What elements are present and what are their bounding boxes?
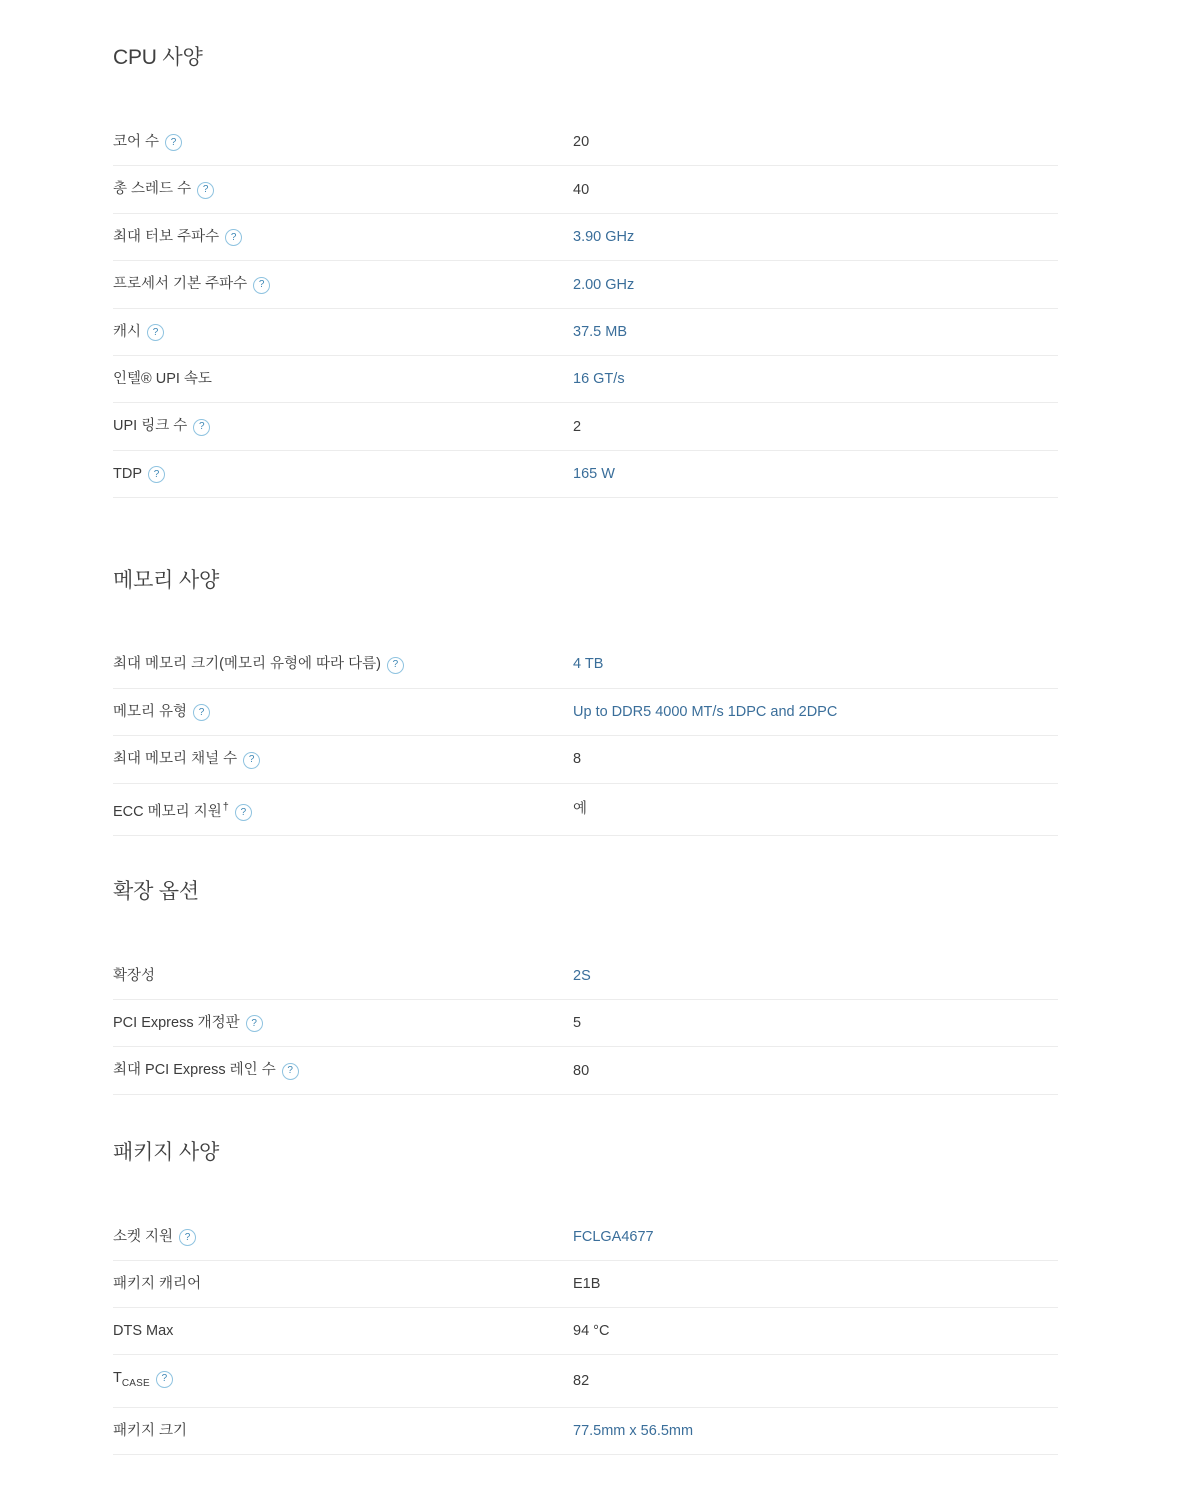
title-spacer bbox=[0, 89, 1195, 119]
table-row bbox=[113, 953, 1058, 1000]
spec-label-cell bbox=[113, 450, 573, 498]
spec-label-cell bbox=[113, 953, 573, 1000]
help-icon[interactable]: ? bbox=[235, 804, 252, 821]
section-title: 확장 옵션 bbox=[113, 880, 199, 904]
spec-label-cell bbox=[113, 688, 573, 736]
table-row bbox=[113, 261, 1058, 309]
spec-label-cell bbox=[113, 736, 573, 784]
spec-value-cell[interactable]: 16 GT/s bbox=[573, 371, 625, 388]
spec-label-text: 코어 수 bbox=[113, 133, 160, 150]
help-icon[interactable]: ? bbox=[148, 466, 165, 483]
spec-label-cell bbox=[113, 1408, 573, 1455]
table-row bbox=[113, 641, 1058, 688]
spec-label-cell bbox=[113, 213, 573, 261]
help-icon[interactable]: ? bbox=[193, 419, 210, 436]
spec-label-cell bbox=[113, 261, 573, 309]
spec-label-cell bbox=[113, 999, 573, 1047]
spec-label-cell bbox=[113, 403, 573, 451]
table-row bbox=[113, 999, 1058, 1047]
table-row bbox=[113, 783, 1058, 835]
spec-value-cell: 94 °C bbox=[573, 1323, 610, 1340]
table-row bbox=[113, 403, 1058, 451]
help-icon[interactable]: ? bbox=[225, 229, 242, 246]
bottom-spacer bbox=[0, 1455, 1195, 1501]
table-row bbox=[113, 308, 1058, 356]
section-spacer bbox=[0, 1095, 1195, 1119]
spec-label-text: 확장성 bbox=[113, 967, 156, 984]
spec-label-text: UPI 링크 수 bbox=[113, 418, 188, 435]
table-row bbox=[113, 450, 1058, 498]
spec-label-cell bbox=[113, 1261, 573, 1308]
spec-label-text: 소켓 지원 bbox=[113, 1228, 174, 1245]
spec-value-cell[interactable]: 2.00 GHz bbox=[573, 276, 635, 293]
spec-value-cell[interactable]: 165 W bbox=[573, 466, 615, 483]
spec-label-cell bbox=[113, 166, 573, 214]
spec-value-cell[interactable]: Up to DDR5 4000 MT/s 1DPC and 2DPC bbox=[573, 703, 838, 720]
spec-table bbox=[113, 953, 1058, 1095]
spec-label-text: T bbox=[113, 1370, 122, 1387]
section-spacer bbox=[0, 498, 1195, 546]
spec-label-cell bbox=[113, 1355, 573, 1408]
spec-value-cell: 예 bbox=[573, 801, 588, 818]
spec-label-cell bbox=[113, 1308, 573, 1355]
spec-label-cell bbox=[113, 308, 573, 356]
table-row bbox=[113, 1261, 1058, 1308]
table-row bbox=[113, 166, 1058, 214]
spec-value-cell: 5 bbox=[573, 1015, 582, 1032]
help-icon[interactable]: ? bbox=[156, 1371, 173, 1388]
spec-label-text: 최대 메모리 크기(메모리 유형에 따라 다름) bbox=[113, 656, 381, 673]
help-icon[interactable]: ? bbox=[387, 657, 404, 674]
spec-table bbox=[113, 119, 1058, 499]
spec-section bbox=[0, 41, 1195, 546]
help-icon[interactable]: ? bbox=[147, 324, 164, 341]
spec-label-text: 최대 PCI Express 레인 수 bbox=[113, 1062, 276, 1079]
spec-value-cell: 82 bbox=[573, 1373, 590, 1390]
table-row bbox=[113, 1408, 1058, 1455]
spec-section bbox=[0, 1136, 1195, 1455]
spec-label-text: TDP bbox=[113, 465, 142, 482]
spec-section bbox=[0, 564, 1195, 858]
table-row bbox=[113, 119, 1058, 166]
table-row bbox=[113, 1047, 1058, 1095]
footnote-marker: † bbox=[222, 800, 229, 813]
title-spacer bbox=[0, 923, 1195, 953]
spec-label-text: 최대 터보 주파수 bbox=[113, 228, 220, 245]
spec-label-text: 최대 메모리 채널 수 bbox=[113, 751, 238, 768]
spec-value-cell[interactable]: 2S bbox=[573, 967, 591, 984]
title-spacer bbox=[0, 611, 1195, 641]
spec-label-cell bbox=[113, 1214, 573, 1261]
spec-label-text: 인텔® UPI 속도 bbox=[113, 371, 212, 388]
help-icon[interactable]: ? bbox=[246, 1015, 263, 1032]
spec-label-text: 프로세서 기본 주파수 bbox=[113, 276, 248, 293]
spec-label-text: 패키지 캐리어 bbox=[113, 1276, 202, 1293]
spec-value-cell[interactable]: 37.5 MB bbox=[573, 324, 627, 341]
spec-value-cell: 8 bbox=[573, 751, 582, 768]
spec-value-cell: 20 bbox=[573, 134, 590, 151]
spec-label-text: 캐시 bbox=[113, 323, 142, 340]
spec-value-cell: E1B bbox=[573, 1276, 601, 1293]
table-row bbox=[113, 736, 1058, 784]
spec-label-cell bbox=[113, 1047, 573, 1095]
table-row bbox=[113, 1308, 1058, 1355]
help-icon[interactable]: ? bbox=[282, 1063, 299, 1080]
spec-label-text: 총 스레드 수 bbox=[113, 181, 192, 198]
help-icon[interactable]: ? bbox=[253, 277, 270, 294]
spec-label-cell bbox=[113, 641, 573, 688]
help-icon[interactable]: ? bbox=[193, 704, 210, 721]
spec-value-cell[interactable]: 4 TB bbox=[573, 656, 604, 673]
section-title: 메모리 사양 bbox=[113, 568, 220, 592]
title-spacer bbox=[0, 1184, 1195, 1214]
spec-table bbox=[113, 1214, 1058, 1455]
spec-label-text: DTS Max bbox=[113, 1323, 174, 1340]
spec-label-text: PCI Express 개정판 bbox=[113, 1014, 240, 1031]
help-icon[interactable]: ? bbox=[179, 1229, 196, 1246]
spec-label-text: 패키지 크기 bbox=[113, 1423, 188, 1440]
help-icon[interactable]: ? bbox=[197, 182, 214, 199]
table-row bbox=[113, 1355, 1058, 1408]
spec-value-cell[interactable]: 3.90 GHz bbox=[573, 229, 635, 246]
spec-label-text: 메모리 유형 bbox=[113, 703, 188, 720]
help-icon[interactable]: ? bbox=[243, 752, 260, 769]
section-title: CPU 사양 bbox=[113, 46, 203, 70]
table-row bbox=[113, 356, 1058, 403]
top-spacer bbox=[0, 0, 1195, 24]
spec-value-cell: 40 bbox=[573, 181, 590, 198]
spec-label-cell bbox=[113, 783, 573, 835]
help-icon[interactable]: ? bbox=[165, 134, 182, 151]
table-row bbox=[113, 1214, 1058, 1261]
section-spacer bbox=[0, 836, 1195, 858]
spec-label-cell bbox=[113, 356, 573, 403]
section-title: 패키지 사양 bbox=[113, 1141, 220, 1165]
spec-value-cell: 80 bbox=[573, 1062, 590, 1079]
spec-section bbox=[0, 875, 1195, 1118]
spec-value-cell[interactable]: FCLGA4677 bbox=[573, 1228, 654, 1245]
spec-value-cell[interactable]: 77.5mm x 56.5mm bbox=[573, 1423, 694, 1440]
spec-label-subscript: CASE bbox=[121, 1378, 150, 1390]
spec-sections bbox=[0, 41, 1195, 1455]
spec-label-cell bbox=[113, 119, 573, 166]
spec-value-cell: 2 bbox=[573, 418, 582, 435]
table-row bbox=[113, 688, 1058, 736]
table-row bbox=[113, 213, 1058, 261]
spec-label-text: ECC 메모리 지원 bbox=[113, 803, 222, 820]
spec-table bbox=[113, 641, 1058, 836]
